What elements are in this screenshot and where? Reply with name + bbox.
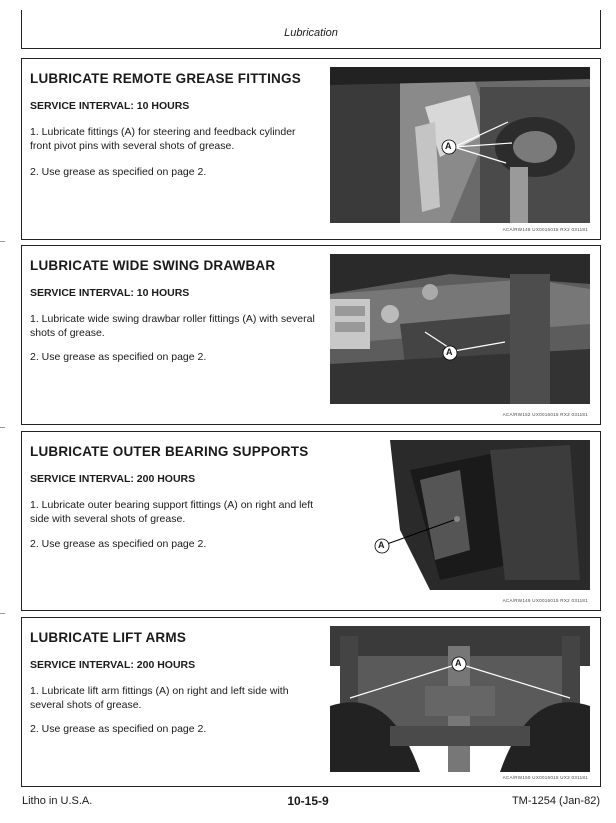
service-interval: SERVICE INTERVAL: 10 HOURS	[30, 100, 190, 112]
footer-left: Litho in U.S.A.	[22, 795, 93, 807]
callout-a: A	[445, 141, 452, 151]
step-2: 2. Use grease as specified on page 2.	[30, 723, 207, 735]
step-2: 2. Use grease as specified on page 2.	[30, 538, 207, 550]
page-header	[21, 10, 601, 49]
section-title: LUBRICATE WIDE SWING DRAWBAR	[30, 258, 276, 273]
photo-code: ACA/RW148 UX0016015 RX2 031181	[502, 227, 588, 232]
step-1: 1. Lubricate lift arm fittings (A) on right and left side with several shots of grease.	[30, 685, 289, 711]
step-2: 2. Use grease as specified on page 2.	[30, 351, 207, 363]
step-1: 1. Lubricate wide swing drawbar roller fittings (A) with several shots of grease.	[30, 313, 315, 339]
callout-a: A	[455, 658, 462, 668]
section-outer-bearing-supports	[21, 431, 601, 611]
callout-a: A	[378, 540, 385, 550]
section-lift-arms	[21, 617, 601, 787]
section-remote-grease-fittings	[21, 58, 601, 240]
section-title: LUBRICATE OUTER BEARING SUPPORTS	[30, 444, 309, 459]
photo-code: ACA/RW150 UX0016015 UX2 031181	[502, 775, 588, 780]
step-1: 1. Lubricate fittings (A) for steering and feedback cylinder front pivot pins with several shots of grease.	[30, 126, 296, 152]
footer-right: TM-1254 (Jan-82)	[511, 795, 600, 807]
cut-mark	[0, 613, 5, 614]
photo-code: ACA/RW152 UX0016015 RX2 031181	[502, 412, 588, 417]
cut-mark	[0, 427, 5, 428]
photo-steering-cylinder-fittings	[330, 67, 590, 223]
service-interval: SERVICE INTERVAL: 200 HOURS	[30, 659, 196, 671]
photo-lift-arm-fittings	[330, 626, 590, 772]
service-interval: SERVICE INTERVAL: 10 HOURS	[30, 287, 190, 299]
photo-code: ACA/RW149 UX0016015 RX2 031181	[502, 598, 588, 603]
section-title: LUBRICATE LIFT ARMS	[30, 630, 187, 645]
service-interval: SERVICE INTERVAL: 200 HOURS	[30, 473, 196, 485]
cut-mark	[0, 241, 5, 242]
section-title: LUBRICATE REMOTE GREASE FITTINGS	[30, 71, 301, 86]
callout-a: A	[446, 347, 453, 357]
section-wide-swing-drawbar	[21, 245, 601, 425]
step-1: 1. Lubricate outer bearing support fittings (A) on right and left side with several shots of grease.	[30, 499, 314, 525]
page-number: 10-15-9	[287, 794, 329, 808]
step-2: 2. Use grease as specified on page 2.	[30, 166, 207, 178]
header-title: Lubrication	[284, 27, 338, 39]
photo-drawbar-roller-fittings	[330, 254, 590, 404]
photo-outer-bearing-support	[330, 440, 590, 590]
